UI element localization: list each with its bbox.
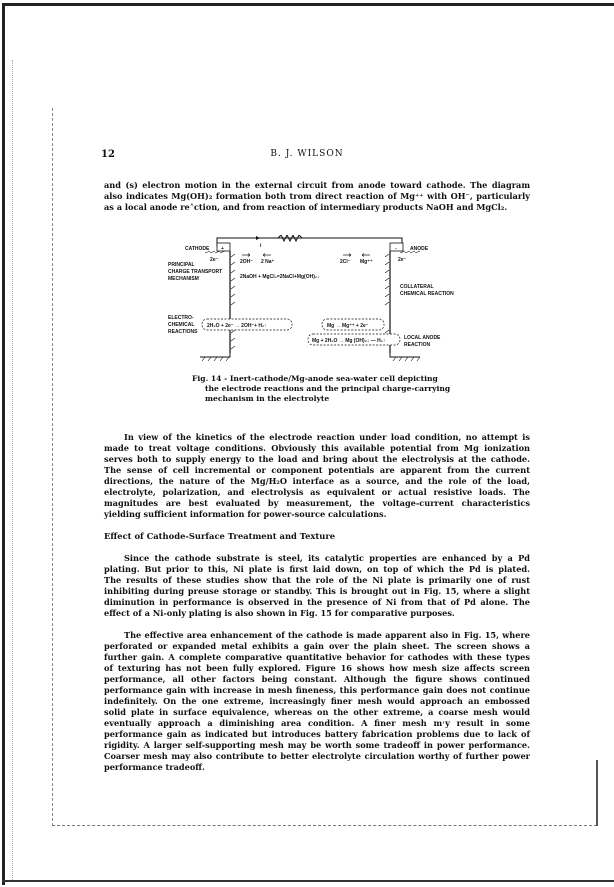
principal-label-line2: CHARGE TRANSPORT (168, 269, 223, 275)
figure-caption (192, 374, 452, 404)
intro-paragraph (104, 180, 530, 213)
collateral-equation: 2NaOH + MgCl₂=2NaCl+Mg(OH)₂↓ (240, 274, 320, 280)
caption-line: the electrode reactions and the principal charge-carrying (205, 384, 451, 393)
text-line: perforated or expanded metal exhibits a gain over the plain sheet. The screen shows a (104, 641, 530, 651)
scan-border-left (2, 5, 5, 885)
text-line: The effective area enhancement of the cathode is made apparent also in Fig. 15, where (124, 630, 530, 640)
text-line: performance, all other factors being constant. Although the figure shows continued (104, 674, 530, 684)
text-line: directions, the nature of the Mg/H₂O interface as a source, and the role of the load, (104, 476, 530, 486)
running-head: B. J. WILSON (270, 149, 344, 159)
minus-label: - (395, 246, 397, 252)
text-line: indefinitely. On the one extreme, increasingly finer mesh would approach an embossed (104, 696, 530, 706)
scan-artifact-dotted-line (12, 60, 14, 880)
principal-label-line1: PRINCIPAL (168, 262, 195, 268)
electrons-left-label: 2e⁻ (210, 257, 219, 263)
paragraph-2 (104, 432, 530, 520)
caption-line: mechanism in the electrolyte (205, 394, 330, 403)
electro-label-line2: CHEMICAL (168, 322, 195, 328)
text-line: rigidity. A larger self-supporting mesh may be worth some tradeoff in power performance. (104, 740, 530, 750)
cathode-base (200, 353, 230, 357)
local-label-line2: REACTION (404, 342, 431, 348)
section-heading: Effect of Cathode-Surface Treatment and Texture (104, 531, 336, 541)
text-line: made to treat voltage conditions. Obviously this available potential from Mg ionization (104, 443, 530, 453)
text-line: Since the cathode substrate is steel, its catalytic properties are enhanced by a Pd (124, 553, 530, 563)
text-line: Coarser mesh may also contribute to better electrolyte circulation worthy of further power (104, 751, 530, 761)
current-label: i (260, 243, 262, 249)
text-line: plating. But prior to this, Ni plate is first laid down, on top of which the Pd is plated. (104, 564, 530, 574)
text-line: performance tradeoff. (104, 762, 205, 772)
scan-page-edge-bottom (52, 825, 597, 827)
figure-14-diagram (160, 235, 460, 370)
current-arrow-icon (256, 236, 260, 240)
text-line: The sense of cell incremental or component potentials are apparent from the current (104, 465, 530, 475)
ion-oh-label: 2OH⁻ (240, 259, 253, 265)
ion-cl-label: 2Cl⁻ (340, 259, 351, 265)
plus-label: + (221, 246, 224, 252)
text-line: effect of a Ni-only plating is also shown in Fig. 15 for comparative purposes. (104, 608, 455, 618)
text-line: magnitudes are best evaluated by measurement, the voltage-current characteristics (104, 498, 530, 508)
external-circuit-wire (217, 238, 402, 247)
paragraph-4 (104, 630, 530, 773)
anode-base-hatching (393, 357, 420, 361)
page-number: 12 (101, 149, 115, 160)
text-line: performance gain with increase in mesh fineness, this performance gain does not continue (104, 685, 530, 695)
principal-label-line3: MECHANISM (168, 276, 199, 282)
collateral-label-line2: CHEMICAL REACTION (400, 291, 454, 297)
text-line: The results of these studies show that the role of the Ni plate is primarily one of rust (104, 575, 530, 585)
text-line: solid plate in surface equivalence, whereas on the other extreme, a coarse mesh would (104, 707, 530, 717)
scan-border-top (2, 3, 614, 6)
text-line: further gain. A complete comparative quantitative behavior for cathodes with these types (104, 652, 530, 662)
anode-reaction: Mg → Mg⁺⁺ + 2e⁻ (327, 323, 369, 329)
text-line: yielding sufficient information for power-source calculations. (104, 509, 387, 519)
text-line: diminution in performance is observed in the presence of Ni from that of Pd alone. The (104, 597, 530, 607)
electrons-right-label: 2e⁻ (398, 257, 407, 263)
paragraph-3 (104, 553, 530, 619)
text-line: as a local anode re˄ction, and from reaction of intermediary products NaOH and MgCl₂. (104, 202, 508, 212)
text-line: eventually approach a diminishing area condition. A finer mesh m˓y result in some (104, 718, 530, 728)
electro-label-line3: REACTIONS (168, 329, 198, 335)
text-line: performance gain as indicated but introduces battery fabrication problems due to lack of (104, 729, 530, 739)
text-line: electrolyte, polarization, and electrolysis as equivalent or actual resistive loads. The (104, 487, 530, 497)
ion-na-label: 2 Na⁺ (261, 259, 275, 265)
collateral-label-line1: COLLATERAL (400, 284, 434, 290)
cathode-base-hatching (202, 357, 229, 361)
cathode-reaction: 2H₂O + 2e⁻ → 2OH⁻+ H₂↑ (207, 323, 267, 329)
text-line: inhibiting during preuse storage or standby. This is brought out in Fig. 15, where a slight (104, 586, 530, 596)
ion-mg-label: Mg⁺⁺ (360, 259, 373, 265)
anode-label: ANODE (410, 246, 429, 252)
cathode-label: CATHODE (185, 246, 210, 252)
anode-base (390, 353, 420, 357)
text-line: and (s) electron motion in the external circuit from anode toward cathode. The diagram (104, 180, 530, 190)
text-line: In view of the kinetics of the electrode reaction under load condition, no attempt is (124, 432, 530, 442)
text-line: also indicates Mg(OH)₂ formation both trom direct reaction of Mg⁺⁺ with OH⁻, particularly (104, 191, 530, 201)
text-line: of texturing has not been fully explored. Figure 16 shows how mesh size affects screen (104, 663, 530, 673)
scan-page-edge-right (596, 760, 598, 826)
ion-arrows (242, 254, 370, 257)
local-reaction: Mg + 2H₂O → Mg (OH)₂↓ — H₂↑ (312, 338, 386, 344)
scan-border-bottom (2, 880, 614, 882)
text-line: serves both to supply energy to the load and bring about the electrolysis at the cathode. (104, 454, 530, 464)
caption-line: Fig. 14 - Inert-cathode/Mg-anode sea-water cell depicting (192, 374, 438, 383)
scan-page-edge-left (52, 108, 54, 826)
local-label-line1: LOCAL ANODE (404, 335, 441, 341)
electro-label-line1: ELECTRO- (168, 315, 194, 321)
